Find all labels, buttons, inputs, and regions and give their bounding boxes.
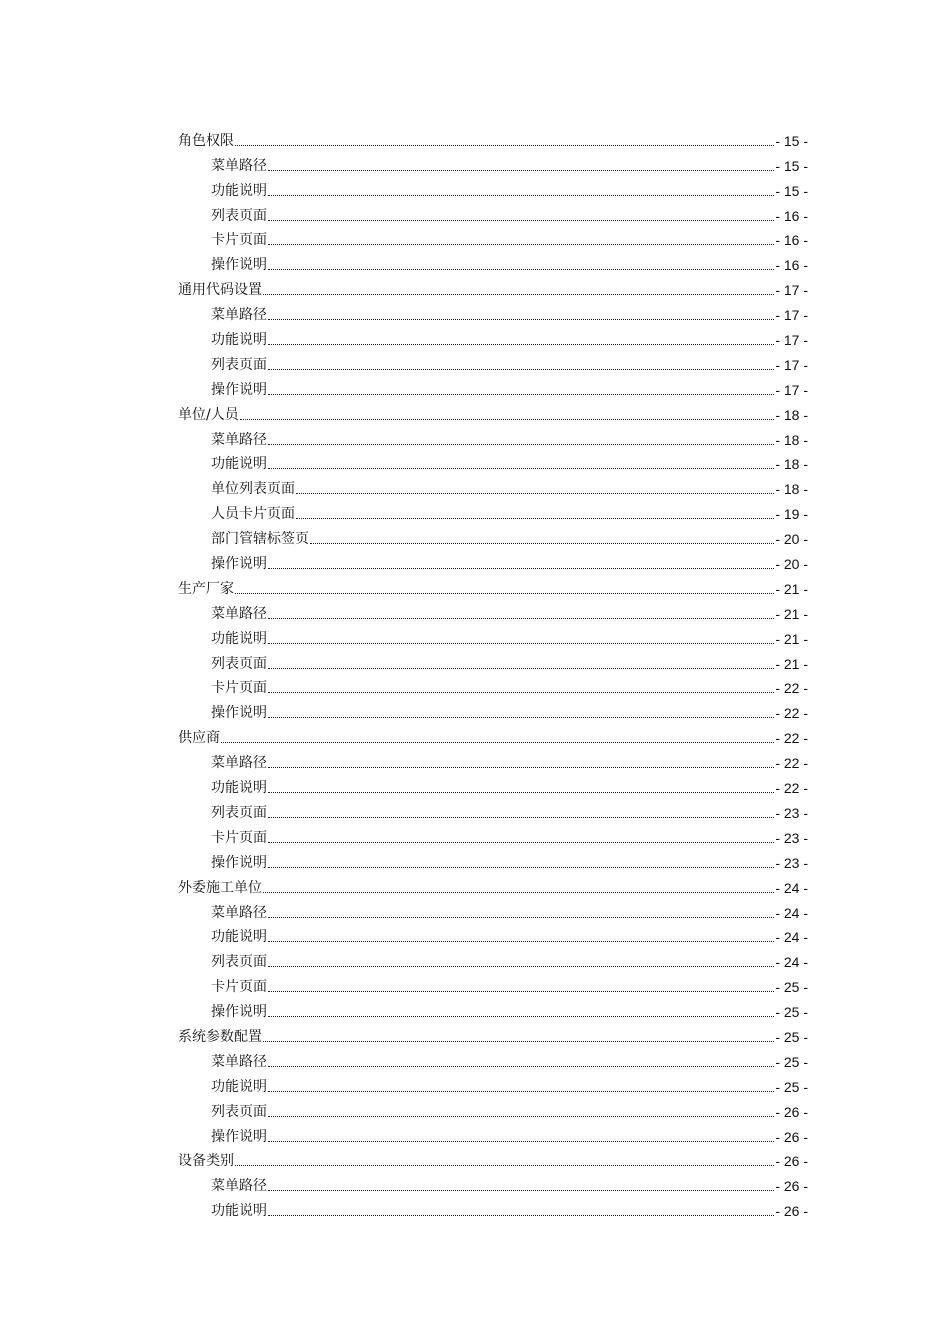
toc-subsection-entry[interactable] — [178, 847, 808, 872]
toc-entry-page-number: - 17 - — [775, 381, 808, 398]
toc-dot-leader — [268, 692, 774, 693]
toc-dot-leader — [240, 419, 775, 420]
toc-entry-page-number: - 17 - — [775, 332, 808, 349]
toc-subsection-entry[interactable] — [178, 349, 808, 374]
toc-dot-leader — [268, 917, 774, 918]
toc-entry-title: 供应商 — [178, 730, 220, 747]
toc-section-entry[interactable] — [178, 125, 808, 150]
toc-section-entry[interactable] — [178, 573, 808, 598]
toc-entry-page-number: - 21 - — [775, 580, 808, 597]
toc-subsection-entry[interactable] — [178, 623, 808, 648]
toc-entry-title: 菜单路径 — [211, 755, 267, 772]
toc-entry-page-number: - 18 - — [775, 431, 808, 448]
toc-entry-title: 列表页面 — [211, 954, 267, 971]
toc-dot-leader — [268, 468, 774, 469]
toc-subsection-entry[interactable] — [178, 225, 808, 250]
toc-entry-page-number: - 25 - — [775, 1078, 808, 1095]
toc-dot-leader — [268, 792, 774, 793]
toc-entry-page-number: - 21 - — [775, 655, 808, 672]
toc-entry-title: 操作说明 — [211, 381, 267, 398]
toc-entry-title: 卡片页面 — [211, 829, 267, 846]
toc-entry-title: 功能说明 — [211, 780, 267, 797]
toc-entry-title: 菜单路径 — [211, 904, 267, 921]
toc-entry-title: 功能说明 — [211, 929, 267, 946]
toc-entry-page-number: - 23 - — [775, 854, 808, 871]
toc-entry-title: 功能说明 — [211, 182, 267, 199]
toc-section-entry[interactable] — [178, 399, 808, 424]
toc-subsection-entry[interactable] — [178, 523, 808, 548]
toc-dot-leader — [268, 369, 774, 370]
toc-entry-page-number: - 18 - — [775, 406, 808, 423]
toc-subsection-entry[interactable] — [178, 374, 808, 399]
toc-dot-leader — [296, 518, 774, 519]
toc-entry-title: 操作说明 — [211, 257, 267, 274]
toc-entry-title: 部门管辖标签页 — [211, 531, 309, 548]
toc-subsection-entry[interactable] — [178, 1121, 808, 1146]
toc-subsection-entry[interactable] — [178, 424, 808, 449]
toc-entry-page-number: - 15 - — [775, 157, 808, 174]
toc-section-entry[interactable] — [178, 722, 808, 747]
toc-dot-leader — [268, 244, 774, 245]
toc-dot-leader — [268, 767, 774, 768]
toc-entry-title: 列表页面 — [211, 655, 267, 672]
toc-subsection-entry[interactable] — [178, 1096, 808, 1121]
toc-entry-page-number: - 26 - — [775, 1128, 808, 1145]
toc-entry-page-number: - 17 - — [775, 307, 808, 324]
toc-subsection-entry[interactable] — [178, 747, 808, 772]
toc-subsection-entry[interactable] — [178, 697, 808, 722]
toc-subsection-entry[interactable] — [178, 772, 808, 797]
toc-subsection-entry[interactable] — [178, 150, 808, 175]
toc-dot-leader — [268, 867, 774, 868]
toc-entry-page-number: - 16 - — [775, 207, 808, 224]
toc-entry-page-number: - 15 - — [775, 132, 808, 149]
toc-entry-page-number: - 22 - — [775, 755, 808, 772]
toc-subsection-entry[interactable] — [178, 324, 808, 349]
toc-entry-title: 系统参数配置 — [178, 1028, 262, 1045]
toc-subsection-entry[interactable] — [178, 922, 808, 947]
toc-section-entry[interactable] — [178, 274, 808, 299]
toc-entry-page-number: - 24 - — [775, 904, 808, 921]
toc-entry-title: 操作说明 — [211, 705, 267, 722]
toc-entry-page-number: - 25 - — [775, 979, 808, 996]
toc-dot-leader — [268, 817, 774, 818]
toc-entry-page-number: - 25 - — [775, 1004, 808, 1021]
toc-entry-title: 角色权限 — [178, 132, 234, 149]
toc-subsection-entry[interactable] — [178, 249, 808, 274]
toc-entry-page-number: - 15 - — [775, 182, 808, 199]
toc-entry-title: 操作说明 — [211, 1004, 267, 1021]
toc-subsection-entry[interactable] — [178, 946, 808, 971]
toc-section-entry[interactable] — [178, 872, 808, 897]
toc-subsection-entry[interactable] — [178, 299, 808, 324]
toc-entry-page-number: - 21 - — [775, 605, 808, 622]
toc-dot-leader — [268, 1066, 774, 1067]
toc-entry-title: 通用代码设置 — [178, 282, 262, 299]
toc-subsection-entry[interactable] — [178, 797, 808, 822]
toc-dot-leader — [268, 394, 774, 395]
toc-dot-leader — [235, 593, 774, 594]
toc-entry-page-number: - 26 - — [775, 1203, 808, 1220]
toc-entry-title: 列表页面 — [211, 1103, 267, 1120]
toc-entry-page-number: - 26 - — [775, 1153, 808, 1170]
toc-entry-title: 人员卡片页面 — [211, 506, 295, 523]
toc-entry-title: 功能说明 — [211, 630, 267, 647]
toc-subsection-entry[interactable] — [178, 822, 808, 847]
toc-subsection-entry[interactable] — [178, 449, 808, 474]
toc-dot-leader — [268, 1215, 774, 1216]
toc-dot-leader — [268, 618, 774, 619]
toc-entry-title: 功能说明 — [211, 456, 267, 473]
toc-dot-leader — [263, 1041, 774, 1042]
toc-subsection-entry[interactable] — [178, 1195, 808, 1220]
toc-entry-title: 列表页面 — [211, 804, 267, 821]
toc-entry-title: 卡片页面 — [211, 680, 267, 697]
toc-subsection-entry[interactable] — [178, 598, 808, 623]
toc-entry-title: 菜单路径 — [211, 157, 267, 174]
toc-entry-page-number: - 25 - — [775, 1053, 808, 1070]
table-of-contents — [178, 125, 808, 1220]
toc-entry-title: 菜单路径 — [211, 307, 267, 324]
toc-entry-page-number: - 17 - — [775, 282, 808, 299]
toc-subsection-entry[interactable] — [178, 498, 808, 523]
toc-entry-page-number: - 20 - — [775, 556, 808, 573]
toc-entry-title: 菜单路径 — [211, 1178, 267, 1195]
toc-entry-page-number: - 25 - — [775, 1028, 808, 1045]
toc-dot-leader — [268, 1141, 774, 1142]
toc-entry-title: 操作说明 — [211, 854, 267, 871]
toc-dot-leader — [268, 195, 774, 196]
toc-dot-leader — [268, 444, 774, 445]
toc-subsection-entry[interactable] — [178, 971, 808, 996]
toc-entry-page-number: - 17 - — [775, 356, 808, 373]
toc-dot-leader — [268, 643, 774, 644]
toc-dot-leader — [268, 568, 774, 569]
toc-dot-leader — [268, 319, 774, 320]
toc-subsection-entry[interactable] — [178, 897, 808, 922]
toc-entry-page-number: - 19 - — [775, 506, 808, 523]
toc-dot-leader — [268, 842, 774, 843]
toc-entry-title: 操作说明 — [211, 1128, 267, 1145]
toc-entry-page-number: - 18 - — [775, 481, 808, 498]
toc-entry-title: 菜单路径 — [211, 605, 267, 622]
toc-dot-leader — [268, 170, 774, 171]
toc-subsection-entry[interactable] — [178, 200, 808, 225]
toc-entry-page-number: - 22 - — [775, 680, 808, 697]
toc-dot-leader — [310, 543, 774, 544]
toc-section-entry[interactable] — [178, 1021, 808, 1046]
toc-entry-page-number: - 16 - — [775, 257, 808, 274]
toc-entry-title: 卡片页面 — [211, 232, 267, 249]
toc-subsection-entry[interactable] — [178, 473, 808, 498]
toc-dot-leader — [235, 1165, 774, 1166]
toc-entry-title: 外委施工单位 — [178, 879, 262, 896]
toc-dot-leader — [268, 966, 774, 967]
toc-dot-leader — [263, 294, 774, 295]
toc-entry-title: 功能说明 — [211, 332, 267, 349]
toc-entry-page-number: - 24 - — [775, 929, 808, 946]
toc-entry-page-number: - 22 - — [775, 730, 808, 747]
toc-entry-title: 功能说明 — [211, 1203, 267, 1220]
toc-entry-title: 生产厂家 — [178, 580, 234, 597]
toc-dot-leader — [263, 892, 774, 893]
toc-entry-page-number: - 22 - — [775, 705, 808, 722]
toc-entry-title: 卡片页面 — [211, 979, 267, 996]
toc-subsection-entry[interactable] — [178, 648, 808, 673]
toc-entry-title: 单位/人员 — [178, 406, 239, 423]
toc-entry-title: 功能说明 — [211, 1078, 267, 1095]
toc-section-entry[interactable] — [178, 1146, 808, 1171]
toc-dot-leader — [268, 991, 774, 992]
toc-entry-page-number: - 24 - — [775, 954, 808, 971]
toc-subsection-entry[interactable] — [178, 1046, 808, 1071]
toc-dot-leader — [268, 1190, 774, 1191]
toc-entry-title: 列表页面 — [211, 356, 267, 373]
toc-dot-leader — [221, 742, 774, 743]
toc-dot-leader — [235, 145, 774, 146]
toc-entry-page-number: - 26 - — [775, 1103, 808, 1120]
toc-entry-title: 单位列表页面 — [211, 481, 295, 498]
toc-entry-title: 列表页面 — [211, 207, 267, 224]
toc-entry-page-number: - 16 - — [775, 232, 808, 249]
toc-entry-page-number: - 23 - — [775, 829, 808, 846]
toc-subsection-entry[interactable] — [178, 175, 808, 200]
toc-entry-page-number: - 26 - — [775, 1178, 808, 1195]
toc-subsection-entry[interactable] — [178, 1071, 808, 1096]
toc-dot-leader — [268, 220, 774, 221]
toc-entry-title: 菜单路径 — [211, 1053, 267, 1070]
toc-subsection-entry[interactable] — [178, 1170, 808, 1195]
toc-entry-page-number: - 24 - — [775, 879, 808, 896]
toc-subsection-entry[interactable] — [178, 996, 808, 1021]
toc-dot-leader — [296, 493, 774, 494]
toc-entry-page-number: - 20 - — [775, 531, 808, 548]
toc-dot-leader — [268, 344, 774, 345]
toc-dot-leader — [268, 269, 774, 270]
toc-entry-page-number: - 22 - — [775, 780, 808, 797]
toc-entry-title: 菜单路径 — [211, 431, 267, 448]
toc-subsection-entry[interactable] — [178, 673, 808, 698]
toc-entry-page-number: - 23 - — [775, 804, 808, 821]
toc-dot-leader — [268, 717, 774, 718]
toc-entry-title: 操作说明 — [211, 556, 267, 573]
toc-dot-leader — [268, 1116, 774, 1117]
toc-entry-page-number: - 18 - — [775, 456, 808, 473]
toc-dot-leader — [268, 668, 774, 669]
toc-dot-leader — [268, 1016, 774, 1017]
toc-subsection-entry[interactable] — [178, 548, 808, 573]
toc-entry-title: 设备类别 — [178, 1153, 234, 1170]
toc-entry-page-number: - 21 - — [775, 630, 808, 647]
toc-dot-leader — [268, 941, 774, 942]
toc-dot-leader — [268, 1091, 774, 1092]
